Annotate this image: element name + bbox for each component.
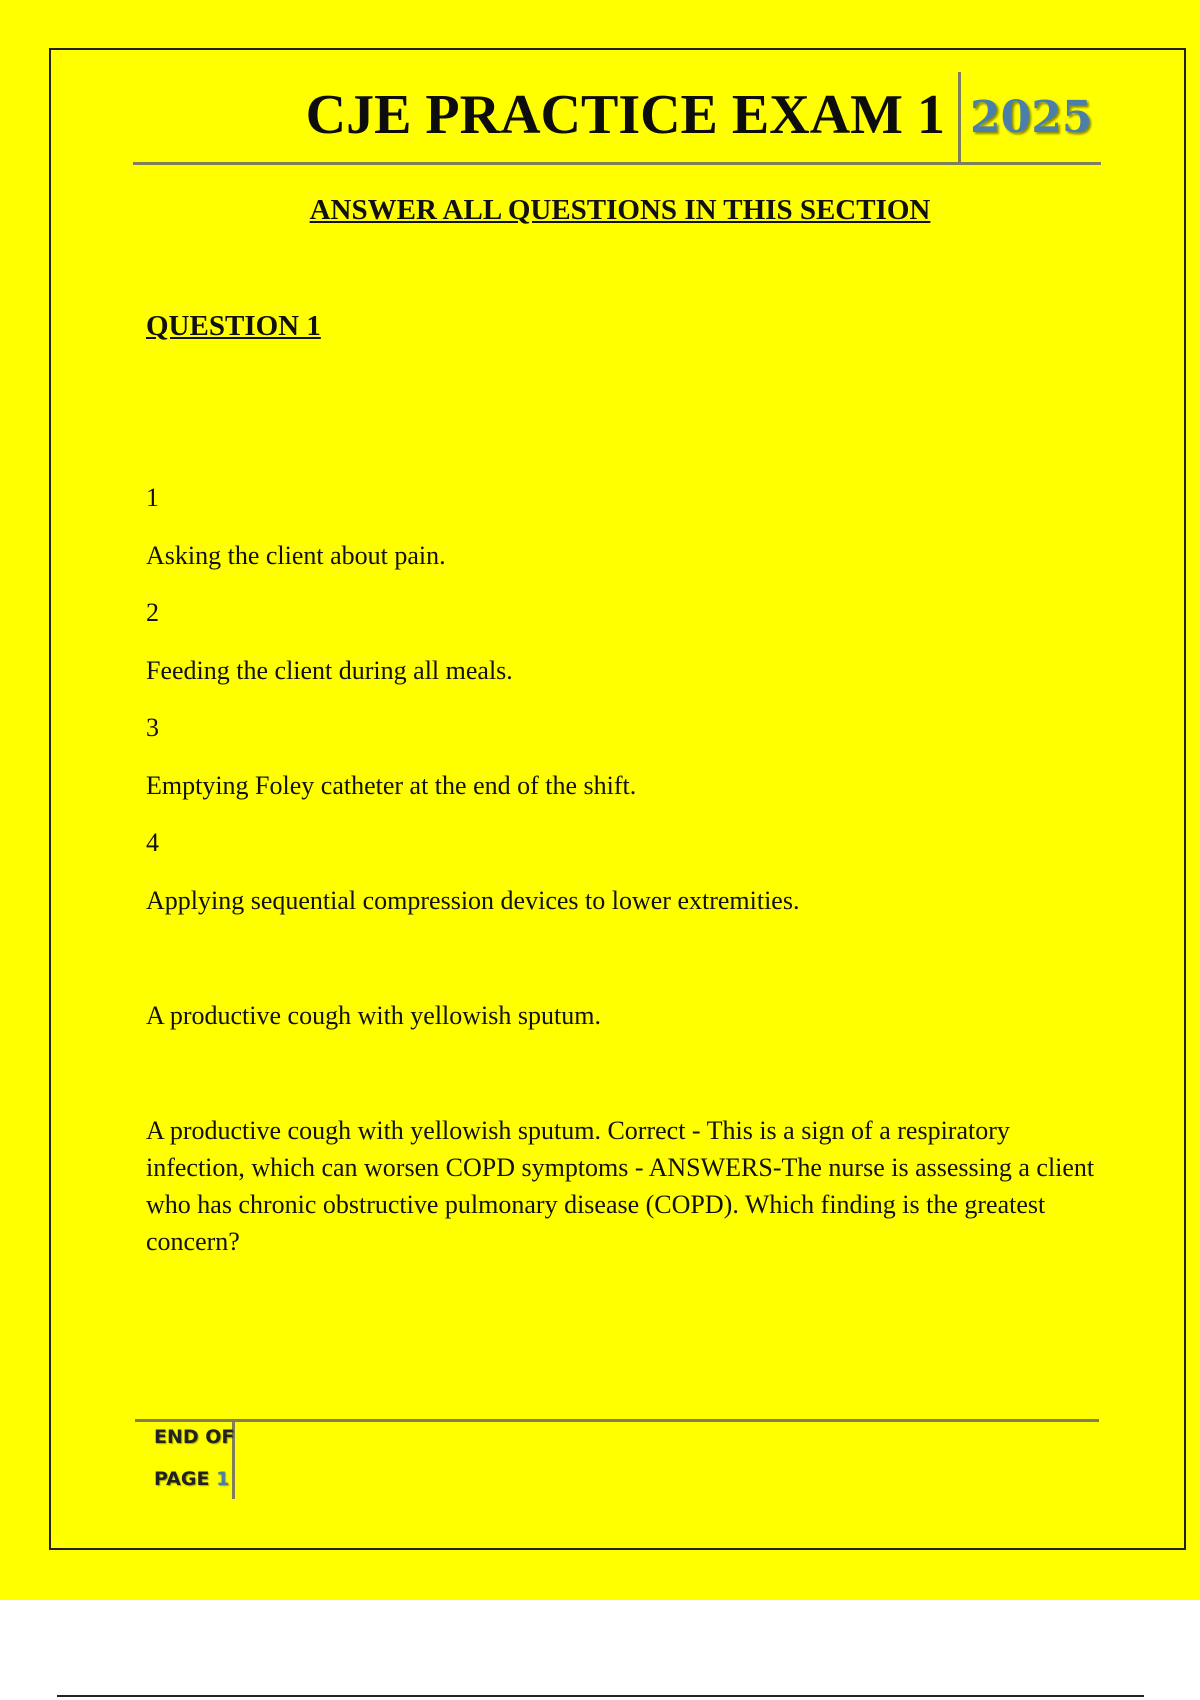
footer-page-label: [154, 1466, 229, 1492]
footer-page-word: PAGE: [154, 1468, 210, 1490]
section-heading: ANSWER ALL QUESTIONS IN THIS SECTION: [309, 194, 931, 226]
footer-end-of: END OF: [154, 1426, 235, 1448]
option-number-3: 3: [146, 713, 159, 742]
option-number-2: 2: [146, 598, 159, 627]
exam-year: 2025: [970, 92, 1093, 143]
header-vertical-divider: [958, 72, 961, 164]
bottom-rule: [57, 1695, 1144, 1697]
header-rule: [133, 162, 1101, 165]
answer-line: A productive cough with yellowish sputum.: [146, 1001, 601, 1030]
exam-title: CJE PRACTICE EXAM 1: [305, 84, 945, 146]
option-text-2: Feeding the client during all meals.: [146, 656, 513, 685]
option-text-1: Asking the client about pain.: [146, 541, 446, 570]
option-text-4: Applying sequential compression devices to lower extremities.: [146, 886, 800, 915]
option-text-3: Emptying Foley catheter at the end of the shift.: [146, 771, 637, 800]
answer-explanation: A productive cough with yellowish sputum. Correct - This is a sign of a respiratory infection, which can worsen COPD symptoms - ANSWERS-The nurse is assessing a client who has chronic obstructive pulmonary disease (COPD). Which finding is the greatest concern?: [146, 1116, 1095, 1256]
question-heading: QUESTION 1: [146, 310, 321, 342]
footer-page-number: 1: [216, 1468, 230, 1490]
option-number-4: 4: [146, 828, 159, 857]
option-number-1: 1: [146, 483, 159, 512]
footer-rule: [135, 1419, 1099, 1422]
